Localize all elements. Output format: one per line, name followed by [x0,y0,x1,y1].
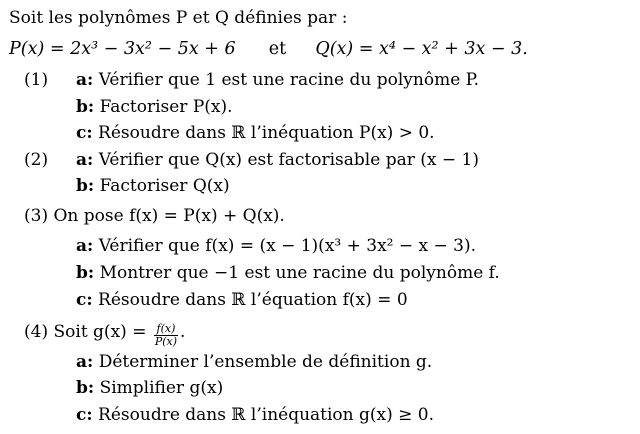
question-1c [76,122,435,144]
q-definition: Q(x) = x⁴ − x² + 3x − 3. [315,39,528,59]
question-4c-label: c: [76,405,93,425]
question-3a-label: a: [76,236,94,256]
question-3b [76,262,500,284]
definitions-connector: et [268,39,287,59]
g-fraction [154,323,178,348]
question-4-intro [24,321,185,348]
question-2a-label: a: [76,150,94,170]
question-1c-text: Résoudre dans ℝ l’inéquation P(x) > 0. [98,123,435,143]
question-2b [76,175,230,197]
question-3b-label: b: [76,263,95,283]
question-3b-text: Montrer que −1 est une racine du polynôme f. [99,263,500,283]
question-1b-label: b: [76,97,95,117]
g-fraction-denominator: P(x) [154,335,178,348]
question-4c-text: Résoudre dans ℝ l’inéquation g(x) ≥ 0. [98,405,435,425]
question-4a-label: a: [76,352,94,372]
question-1a-label: a: [76,70,94,90]
question-2b-label: b: [76,176,95,196]
question-1a-text: Vérifier que 1 est une racine du polynôme P. [98,70,480,90]
question-2a-text: Vérifier que Q(x) est factorisable par (x − 1) [98,150,479,170]
question-1c-label: c: [76,123,93,143]
question-3a-text: Vérifier que f(x) = (x − 1)(x³ + 3x² − x − 3). [98,236,477,256]
question-1b [76,96,233,118]
question-4a-text: Déterminer l’ensemble de définition g. [98,352,433,372]
question-4b-text: Simplifier g(x) [99,378,224,398]
g-fraction-numerator: f(x) [154,323,178,336]
question-4a [76,351,432,373]
question-2b-text: Factoriser Q(x) [99,176,230,196]
question-3c-label: c: [76,290,93,310]
question-3-number [24,205,285,227]
question-4b-label: b: [76,378,95,398]
question-1a [76,69,479,91]
p-definition: P(x) = 2x³ − 3x² − 5x + 6 [9,39,236,59]
question-4-prefix: Soit g(x) = [53,322,147,342]
question-1b-text: Factoriser P(x). [99,97,233,117]
intro-text [9,7,347,29]
question-3a [76,235,476,257]
question-2-number: (2) [24,150,49,170]
question-4-number: (4) [24,322,49,342]
intro-sentence: Soit les polynômes P et Q définies par : [9,8,348,28]
question-4b [76,377,223,399]
question-2a [76,149,479,171]
question-3-number-label: (3) [24,206,49,226]
question-3-intro: On pose f(x) = P(x) + Q(x). [53,206,285,226]
question-3c [76,289,408,311]
polynomial-definitions [9,38,528,60]
question-4-suffix: . [180,322,186,342]
question-1-number: (1) [24,70,49,90]
question-4c [76,404,434,426]
question-3c-text: Résoudre dans ℝ l’équation f(x) = 0 [98,290,408,310]
